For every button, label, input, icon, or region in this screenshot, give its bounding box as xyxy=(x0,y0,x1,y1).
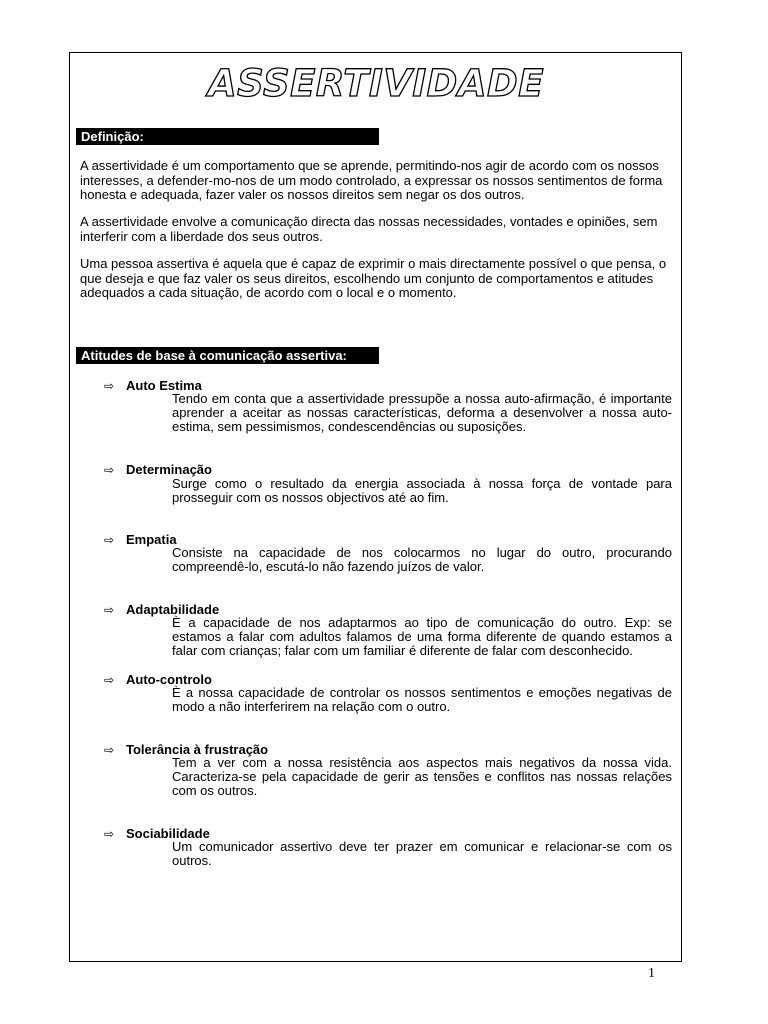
document-title: ASSERTIVIDADE xyxy=(208,62,544,105)
list-item-text: È a nossa capacidade de controlar os nossos sentimentos e emoções negativas de modo a não interferirem na relação com o outro. xyxy=(172,685,672,715)
definition-paragraph: A assertividade envolve a comunicação directa das nossas necessidades, vontades e opiniões, sem interferir com a liberdade dos seus outros. xyxy=(80,214,658,244)
list-item-title: ⇨ Auto Estima xyxy=(104,378,202,393)
arrow-right-icon: ⇨ xyxy=(104,603,115,617)
list-item-title: ⇨ Determinação xyxy=(104,462,212,477)
list-item-title: ⇨ Sociabilidade xyxy=(104,826,210,841)
list-item-text: Um comunicador assertivo deve ter prazer em comunicar e relacionar-se com os outros. xyxy=(172,839,672,869)
arrow-right-icon: ⇨ xyxy=(104,463,115,477)
arrow-right-icon: ⇨ xyxy=(104,827,115,841)
list-item-title: ⇨ Adaptabilidade xyxy=(104,602,220,617)
section-heading-definition: Definição: xyxy=(76,128,379,145)
section-heading-attitudes: Atitudes de base à comunicação assertiva: xyxy=(76,347,379,364)
list-item-text: È a capacidade de nos adaptarmos ao tipo de comunicação do outro. Exp: se estamos a falar com adultos falamos de uma forma diferente de quando estamos a falar com crianças; falar com um familiar é diferente de falar com desconhecido. xyxy=(172,615,672,659)
arrow-right-icon: ⇨ xyxy=(104,379,115,393)
list-item-text: Tendo em conta que a assertividade pressupõe a nossa auto-afirmação, é importante aprender a aceitar as nossas características, deforma a desenvolver a nossa auto-estima, sem pessimismos, condescendências ou suposições. xyxy=(172,391,672,435)
arrow-right-icon: ⇨ xyxy=(104,743,115,757)
arrow-right-icon: ⇨ xyxy=(104,673,115,687)
list-item-title: ⇨ Tolerância à frustração xyxy=(104,742,269,757)
definition-paragraph: Uma pessoa assertiva é aquela que é capaz de exprimir o mais directamente possível o que pensa, o que deseja e que faz valer os seus direitos, escolhendo um conjunto de comportamentos e atitudes adequados a cada situação, de acordo com o local e o momento. xyxy=(80,256,667,300)
definition-paragraph: A assertividade é um comportamento que se aprende, permitindo-nos agir de acordo com os nossos interesses, a defender-mo-nos de um modo controlado, a expressar os nossos sentimentos de forma honesta e adequada, fazer valer os nossos direitos sem negar os dos outros. xyxy=(80,158,663,202)
list-item-text: Tem a ver com a nossa resistência aos aspectos mais negativos da nossa vida. Caracteriza-se pela capacidade de gerir as tensões e conflitos nas nossas relações com os outros. xyxy=(172,755,672,799)
list-item-text: Surge como o resultado da energia associada à nossa força de vontade para prosseguir com os nossos objectivos até ao fim. xyxy=(172,476,672,506)
page-number: 1 xyxy=(648,966,655,981)
arrow-right-icon: ⇨ xyxy=(104,533,115,547)
list-item-title: ⇨ Auto-controlo xyxy=(104,672,212,687)
list-item-text: Consiste na capacidade de nos colocarmos no lugar do outro, procurando compreendê-lo, escutá-lo não fazendo juízos de valor. xyxy=(172,545,672,575)
list-item-title: ⇨ Empatia xyxy=(104,532,177,547)
